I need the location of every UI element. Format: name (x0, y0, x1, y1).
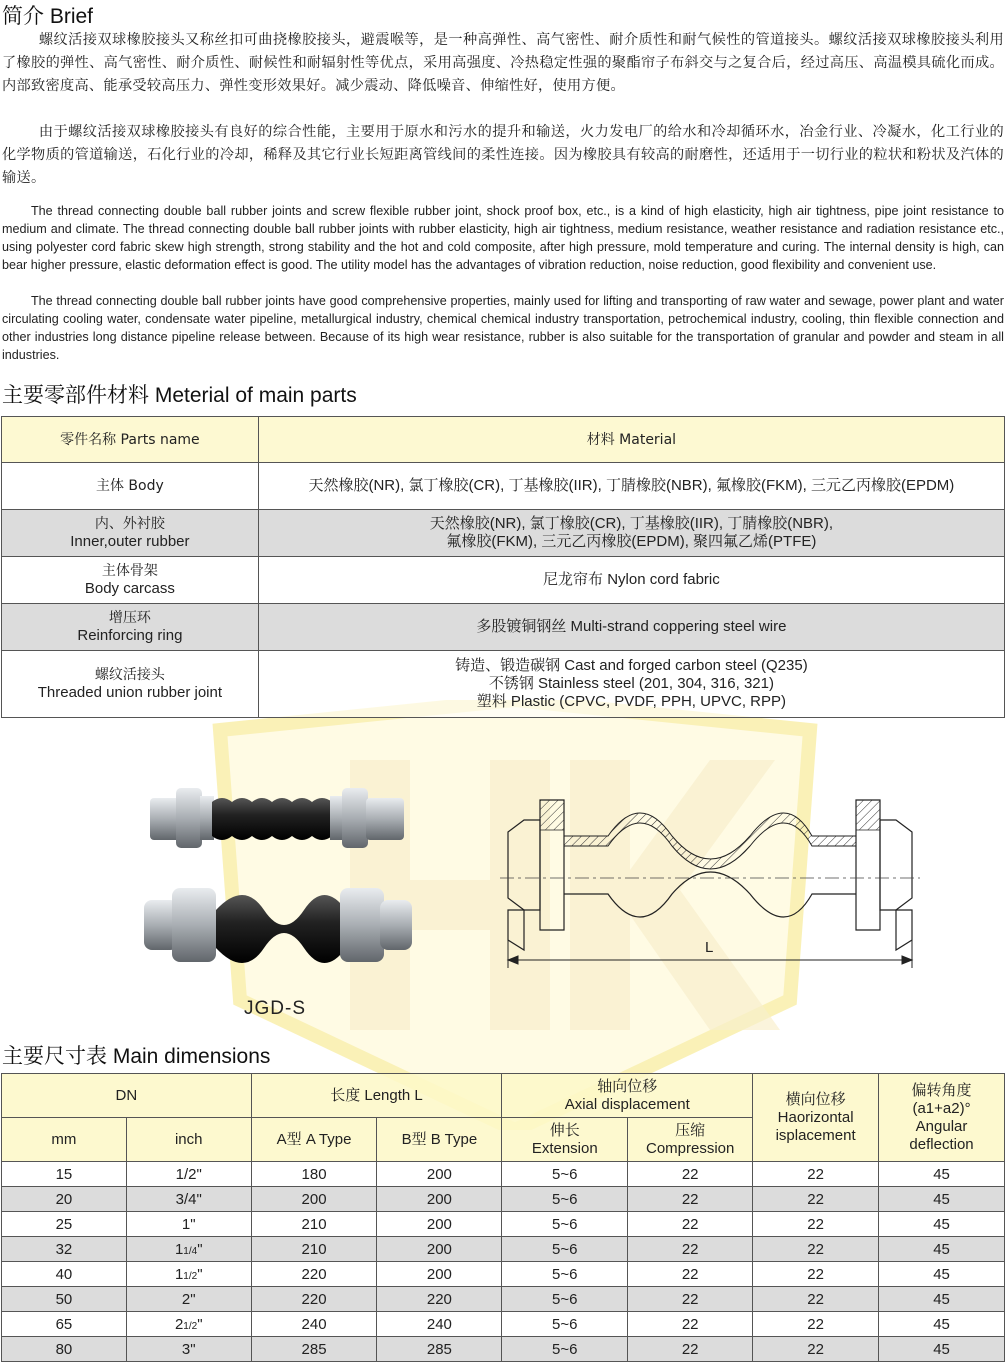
brief-paragraph-en-2: The thread connecting double ball rubber joints have good comprehensive properties, mainly used for lifting and transporting of raw water and sewage, power plant and water circulating cooling water, condensate water pipeline, metallurgical industry, chemical chemical industry transportation, petrochemical industry, cooling, thin flexible connection and other industries long distance pipeline release between. Because of its high wear resistance, rubber is also suitable for the transportation of granular and powder and steam in all industries. (2, 294, 1004, 362)
cell-mm: 40 (2, 1262, 127, 1287)
table-row (2, 1187, 1005, 1212)
material-value (258, 510, 1004, 557)
cell-angular: 45 (879, 1187, 1005, 1212)
cell-extension: 5~6 (502, 1187, 628, 1212)
header-axial-en: Axial displacement (564, 1095, 690, 1113)
inch-fraction: 3" (181, 1340, 196, 1358)
cell-extension: 5~6 (502, 1312, 628, 1337)
cell-extension: 5~6 (502, 1262, 628, 1287)
table-row (2, 1212, 1005, 1237)
part-name (2, 604, 259, 651)
cell-angular: 45 (879, 1212, 1005, 1237)
material-row (2, 651, 1005, 718)
header-lateral-cn: 横向位移 (785, 1090, 846, 1108)
cell-mm: 32 (2, 1237, 127, 1262)
part-name (2, 557, 259, 604)
header-lateral-en: isplacement (775, 1126, 856, 1144)
model-caption: JGD-S (244, 998, 306, 1019)
dimensions-title: 主要尺寸表 Main dimensions (2, 1045, 271, 1068)
part-name-cn: 内、外衬胶 (94, 516, 165, 532)
header-mm: mm (2, 1118, 127, 1162)
part-name (2, 651, 259, 718)
part-name-cn: 螺纹活接头 (94, 667, 165, 683)
cell-inch (126, 1237, 251, 1262)
cell-lateral: 22 (753, 1312, 879, 1337)
header-lateral (753, 1074, 879, 1162)
header-axial (502, 1074, 753, 1118)
cell-b-type: 220 (377, 1287, 502, 1312)
inch-fraction: 3/4" (175, 1190, 202, 1208)
cell-a-type: 210 (251, 1212, 377, 1237)
cell-compression: 22 (628, 1312, 753, 1337)
cell-inch (126, 1287, 251, 1312)
inch-whole: 2 (174, 1315, 184, 1333)
header-compression-cn: 压缩 (675, 1121, 706, 1139)
header-compression (628, 1118, 753, 1162)
cell-angular: 45 (879, 1287, 1005, 1312)
cell-lateral: 22 (753, 1162, 879, 1187)
header-angular-cn: 偏转角度 (911, 1081, 972, 1099)
cell-angular: 45 (879, 1262, 1005, 1287)
cell-angular: 45 (879, 1312, 1005, 1337)
header-dn: DN (2, 1074, 252, 1118)
cell-mm: 65 (2, 1312, 127, 1337)
inch-fraction: 2" (181, 1290, 196, 1308)
cell-inch (126, 1162, 251, 1187)
material-row (2, 557, 1005, 604)
cell-lateral: 22 (753, 1237, 879, 1262)
table-row (2, 1237, 1005, 1262)
header-angular-formula: (a1+a2)° (912, 1099, 971, 1117)
header-a-type: A型 A Type (251, 1118, 377, 1162)
dimensions-table (1, 1073, 1005, 1362)
brief-title: 简介 Brief (2, 5, 94, 28)
header-extension-en: Extension (531, 1139, 598, 1157)
header-material: 材料 Material (258, 417, 1004, 463)
part-name (2, 510, 259, 557)
cell-lateral: 22 (753, 1262, 879, 1287)
material-row (2, 604, 1005, 651)
cell-lateral: 22 (753, 1287, 879, 1312)
materials-title: 主要零部件材料 Meterial of main parts (2, 384, 357, 407)
materials-header-row (2, 417, 1005, 463)
material-value: 天然橡胶(NR), 氯丁橡胶(CR), 丁基橡胶(IIR), 丁腈橡胶(NBR), 氟橡胶(FKM), 三元乙丙橡胶(EPDM) (258, 463, 1004, 510)
part-name-cn: 主体骨架 (101, 563, 158, 579)
technical-drawing (500, 790, 920, 980)
table-row (2, 1262, 1005, 1287)
part-name-en: Body carcass (84, 580, 175, 597)
inch-fraction: 1/4" (183, 1240, 203, 1258)
material-value: 尼龙帘布 Nylon cord fabric (258, 557, 1004, 604)
part-name-en: Threaded union rubber joint (37, 684, 223, 701)
header-angular-en: deflection (909, 1135, 974, 1153)
table-row (2, 1287, 1005, 1312)
header-parts-name: 零件名称 Parts name (2, 417, 259, 463)
brief-paragraph-en-1: The thread connecting double ball rubber joints and screw flexible rubber joint, shock proof box, etc., is a kind of high elasticity, high air tightness, pipe joint resistance to medium and climate. The thread connecting double ball rubber joints with rubber elasticity, high air tightness, medium resistance, weather resistance and radiation resistance etc., using polyester cord fabric skew high strength, strong stability and the hot and cold composite, after high pressure, mold temperature and curing. The internal density is high, can bear higher pressure, elastic deformation effect is good. The utility model has the advantages of vibration reduction, noise reduction, good flexibility and convenient use. (2, 204, 1004, 272)
dimension-label-l: L (705, 939, 714, 956)
table-row (2, 1162, 1005, 1187)
cell-angular: 45 (879, 1237, 1005, 1262)
cell-inch (126, 1187, 251, 1212)
inch-fraction: 1" (181, 1215, 196, 1233)
cell-extension: 5~6 (502, 1337, 628, 1362)
cell-compression: 22 (628, 1187, 753, 1212)
cell-compression: 22 (628, 1262, 753, 1287)
table-row (2, 1312, 1005, 1337)
brief-paragraph-cn-2: 由于螺纹活接双球橡胶接头有良好的综合性能，主要用于原水和污水的提升和输送，火力发电厂的给水和冷却循环水，冶金行业、冷凝水，化工行业的化学物质的管道输送，石化行业的冷却，稀释及其它行业长短距离管线间的柔性连接。因为橡胶具有较高的耐磨性，还适用于一切行业的粒状和粉状及汽体的输送。 (2, 124, 1004, 186)
cell-a-type: 210 (251, 1237, 377, 1262)
cell-inch (126, 1312, 251, 1337)
cell-extension: 5~6 (502, 1162, 628, 1187)
material-line: 塑料 Plastic (CPVC, PVDF, PPH, UPVC, RPP) (476, 693, 786, 710)
material-value: 多股镀铜钢丝 Multi-strand coppering steel wire (258, 604, 1004, 651)
header-angular-en: Angular (915, 1117, 968, 1135)
part-name-en: Inner,outer rubber (70, 533, 190, 550)
cell-b-type: 240 (377, 1312, 502, 1337)
cell-a-type: 220 (251, 1287, 377, 1312)
cell-extension: 5~6 (502, 1287, 628, 1312)
cell-angular: 45 (879, 1337, 1005, 1362)
cell-inch (126, 1212, 251, 1237)
cell-lateral: 22 (753, 1212, 879, 1237)
cell-inch (126, 1262, 251, 1287)
header-b-type: B型 B Type (377, 1118, 502, 1162)
inch-whole: 1 (174, 1265, 184, 1283)
cell-b-type: 200 (377, 1262, 502, 1287)
material-row (2, 510, 1005, 557)
cell-mm: 25 (2, 1212, 127, 1237)
cell-compression: 22 (628, 1237, 753, 1262)
header-length: 长度 Length L (251, 1074, 502, 1118)
material-line: 不锈钢 Stainless steel (201, 304, 316, 321) (488, 675, 774, 692)
material-line: 氟橡胶(FKM), 三元乙丙橡胶(EPDM), 聚四氟乙烯(PTFE) (446, 533, 817, 550)
material-line: 铸造、锻造碳钢 Cast and forged carbon steel (Q235) (455, 657, 808, 674)
cell-b-type: 200 (377, 1187, 502, 1212)
cell-mm: 50 (2, 1287, 127, 1312)
cell-a-type: 220 (251, 1262, 377, 1287)
header-extension-cn: 伸长 (549, 1121, 580, 1139)
cell-compression: 22 (628, 1337, 753, 1362)
inch-fraction: 1/2" (183, 1265, 203, 1283)
header-angular (879, 1074, 1005, 1162)
cell-lateral: 22 (753, 1337, 879, 1362)
cell-a-type: 200 (251, 1187, 377, 1212)
cell-b-type: 200 (377, 1212, 502, 1237)
header-lateral-en: Haorizontal (777, 1108, 854, 1126)
header-extension (502, 1118, 628, 1162)
cell-b-type: 285 (377, 1337, 502, 1362)
part-name: 主体 Body (2, 463, 259, 510)
inch-fraction: 1/2" (175, 1165, 202, 1183)
header-axial-cn: 轴向位移 (597, 1077, 658, 1095)
header-inch: inch (126, 1118, 251, 1162)
cell-b-type: 200 (377, 1162, 502, 1187)
part-name-cn: 增压环 (108, 610, 151, 626)
part-name-en: Reinforcing ring (77, 627, 183, 644)
header-compression-en: Compression (645, 1139, 735, 1157)
material-value (258, 651, 1004, 718)
dimensions-header-row (2, 1074, 1005, 1118)
cell-b-type: 200 (377, 1237, 502, 1262)
cell-lateral: 22 (753, 1187, 879, 1212)
materials-table (1, 416, 1005, 718)
inch-whole: 1 (174, 1240, 184, 1258)
cell-compression: 22 (628, 1162, 753, 1187)
material-line: 天然橡胶(NR), 氯丁橡胶(CR), 丁基橡胶(IIR), 丁腈橡胶(NBR), (429, 515, 834, 532)
cell-angular: 45 (879, 1162, 1005, 1187)
cell-mm: 80 (2, 1337, 127, 1362)
cell-a-type: 180 (251, 1162, 377, 1187)
brief-paragraph-cn-1: 螺纹活接双球橡胶接头又称丝扣可曲挠橡胶接头，避震喉等，是一种高弹性、高气密性、耐介质性和耐气候性的管道接头。螺纹活接双球橡胶接头利用了橡胶的弹性、高气密性、耐介质性、耐候性和耐辐射性等优点，采用高强度、冷热稳定性强的聚酯帘子布斜交与之复合后，经过高压、高温模具硫化而成。内部致密度高、能承受较高压力、弹性变形效果好。减少震动、降低噪音、伸缩性好，使用方便。 (2, 32, 1004, 94)
cell-extension: 5~6 (502, 1212, 628, 1237)
material-row (2, 463, 1005, 510)
cell-compression: 22 (628, 1212, 753, 1237)
inch-fraction: 1/2" (183, 1315, 203, 1333)
cell-compression: 22 (628, 1287, 753, 1312)
cell-mm: 20 (2, 1187, 127, 1212)
cell-a-type: 240 (251, 1312, 377, 1337)
cell-extension: 5~6 (502, 1237, 628, 1262)
cell-mm: 15 (2, 1162, 127, 1187)
product-photo (140, 780, 420, 990)
cell-a-type: 285 (251, 1337, 377, 1362)
